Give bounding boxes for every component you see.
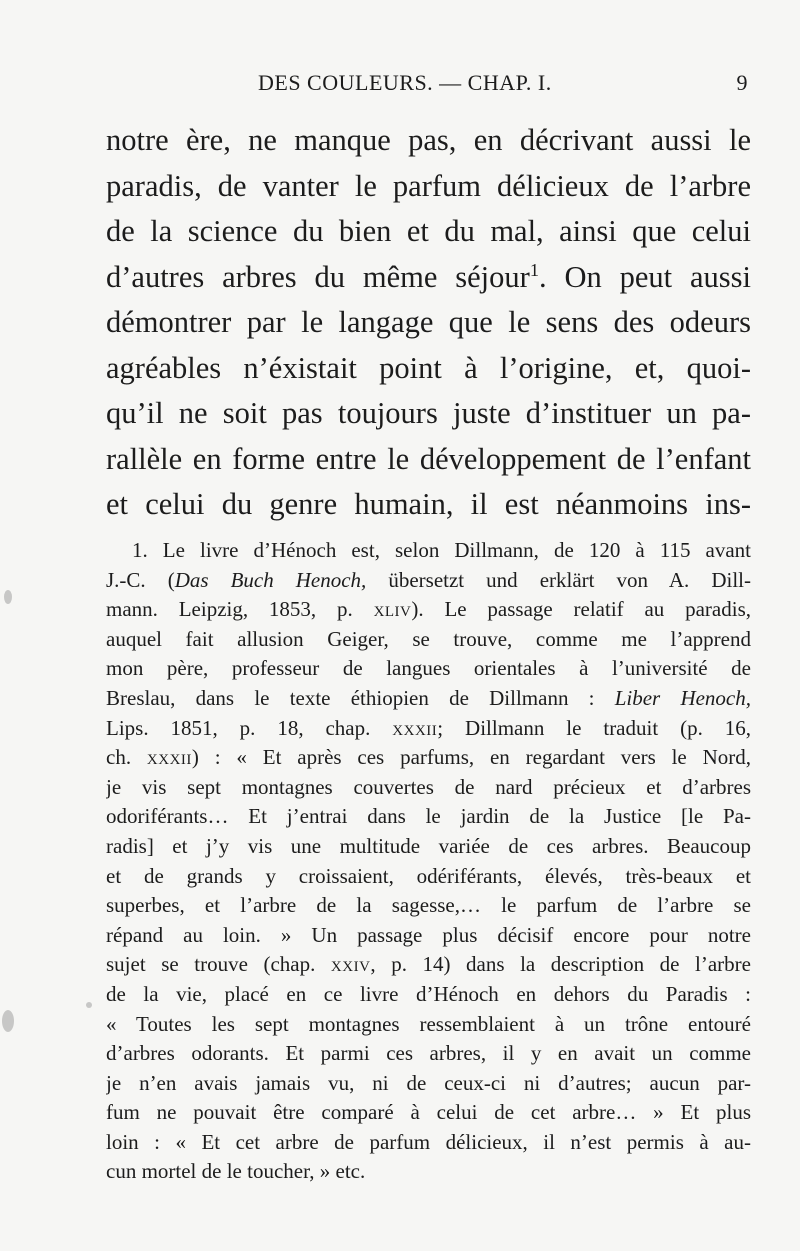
footnote-line (106, 743, 751, 773)
roman-numeral: xxxii (392, 715, 438, 740)
footnote-line (106, 714, 751, 744)
page-header (258, 70, 748, 110)
footnote-text: ). Le passage relatif au paradis, (411, 597, 751, 622)
text-line (106, 255, 751, 301)
text-line-part: d’autres arbres du même séjour (106, 259, 530, 294)
footnote-text: ch. (106, 745, 147, 770)
page-number: 9 (736, 70, 748, 95)
footnote-line: répand au loin. » Un passage plus décisif encore pour notre (106, 922, 751, 947)
text-line: notre ère, ne manque pas, en décrivant aussi le (106, 123, 751, 157)
footnote-line: cun mortel de le toucher, » etc. (106, 1159, 366, 1184)
roman-numeral: xliv (373, 597, 412, 622)
footnote-line (106, 595, 751, 625)
ink-smudge (86, 1002, 92, 1008)
book-title: Liber Henoch, (614, 685, 751, 710)
roman-numeral: xxxii (146, 745, 192, 770)
roman-numeral: xxiv (330, 952, 371, 977)
footnote-line (106, 566, 751, 596)
footnote (106, 536, 751, 1187)
text-line: qu’il ne soit pas toujours juste d’instituer un pa- (106, 396, 751, 430)
text-line-part: . On peut aussi (538, 259, 751, 294)
footnote-text: ) : « Et après ces parfums, en regardant vers le Nord, (191, 745, 751, 770)
footnote-text: übersetzt und erklärt von A. Dill- (366, 567, 751, 592)
ink-smudge (4, 590, 12, 604)
text-line: de la science du bien et du mal, ainsi que celui (106, 214, 751, 248)
footnote-text: , p. 14) dans la description de l’arbre (370, 952, 751, 977)
footnote-line: radis] et j’y vis une multitude variée de ces arbres. Beaucoup (106, 833, 751, 858)
footnote-line: je n’en avais jamais vu, ni de ceux-ci ni d’autres; aucun par- (106, 1070, 751, 1095)
text-line: et celui du genre humain, il est néanmoins ins- (106, 487, 751, 521)
footnote-line (106, 950, 751, 980)
footnote-line (106, 684, 751, 714)
footnote-text: J.-C. ( (106, 567, 175, 592)
footnote-line: je vis sept montagnes couvertes de nard précieux et d’arbres (106, 774, 751, 799)
footnote-line: « Toutes les sept montagnes ressemblaient à un trône entouré (106, 1011, 751, 1036)
footnote-line: et de grands y croissaient, odériférants, élevés, très-beaux et (106, 863, 751, 888)
footnote-line: de la vie, placé en ce livre d’Hénoch en dehors du Paradis : (106, 981, 751, 1006)
ink-smudge (2, 1010, 14, 1032)
footnote-line: odoriférants… Et j’entrai dans le jardin de la Justice [le Pa- (106, 804, 751, 829)
running-title: DES COULEURS. — CHAP. I. (258, 70, 552, 95)
footnote-text: mann. Leipzig, 1853, p. (106, 597, 374, 622)
footnote-line: 1. Le livre d’Hénoch est, selon Dillmann, de 120 à 115 avant (132, 538, 751, 562)
footnote-line: fum ne pouvait être comparé à celui de cet arbre… » Et plus (106, 1100, 751, 1125)
footnote-line: mon père, professeur de langues orientales à l’université de (106, 656, 751, 681)
text-line: rallèle en forme entre le développement de l’enfant (106, 441, 751, 476)
text-line: agréables n’éxistait point à l’origine, et, quoi- (106, 350, 751, 385)
footnote-line: auquel fait allusion Geiger, se trouve, comme me l’apprend (106, 626, 751, 651)
footnote-line: superbes, et l’arbre de la sagesse,… le parfum de l’arbre se (106, 893, 751, 918)
footnote-text: Lips. 1851, p. 18, chap. (106, 715, 393, 740)
main-text (106, 118, 751, 528)
text-line: paradis, de vanter le parfum délicieux de l’arbre (106, 168, 751, 203)
footnote-text: sujet se trouve (chap. (106, 952, 331, 977)
footnote-text: ; Dillmann le traduit (p. 16, (437, 715, 751, 740)
footnote-text: Breslau, dans le texte éthiopien de Dillmann : (106, 685, 615, 710)
footnote-line: d’arbres odorants. Et parmi ces arbres, il y en avait un comme (106, 1041, 751, 1066)
book-title: Das Buch Henoch, (174, 567, 367, 592)
text-line: démontrer par le langage que le sens des odeurs (106, 305, 751, 339)
footnote-ref: 1 (529, 259, 539, 280)
footnote-line: loin : « Et cet arbre de parfum délicieux, il n’est permis à au- (106, 1129, 751, 1154)
